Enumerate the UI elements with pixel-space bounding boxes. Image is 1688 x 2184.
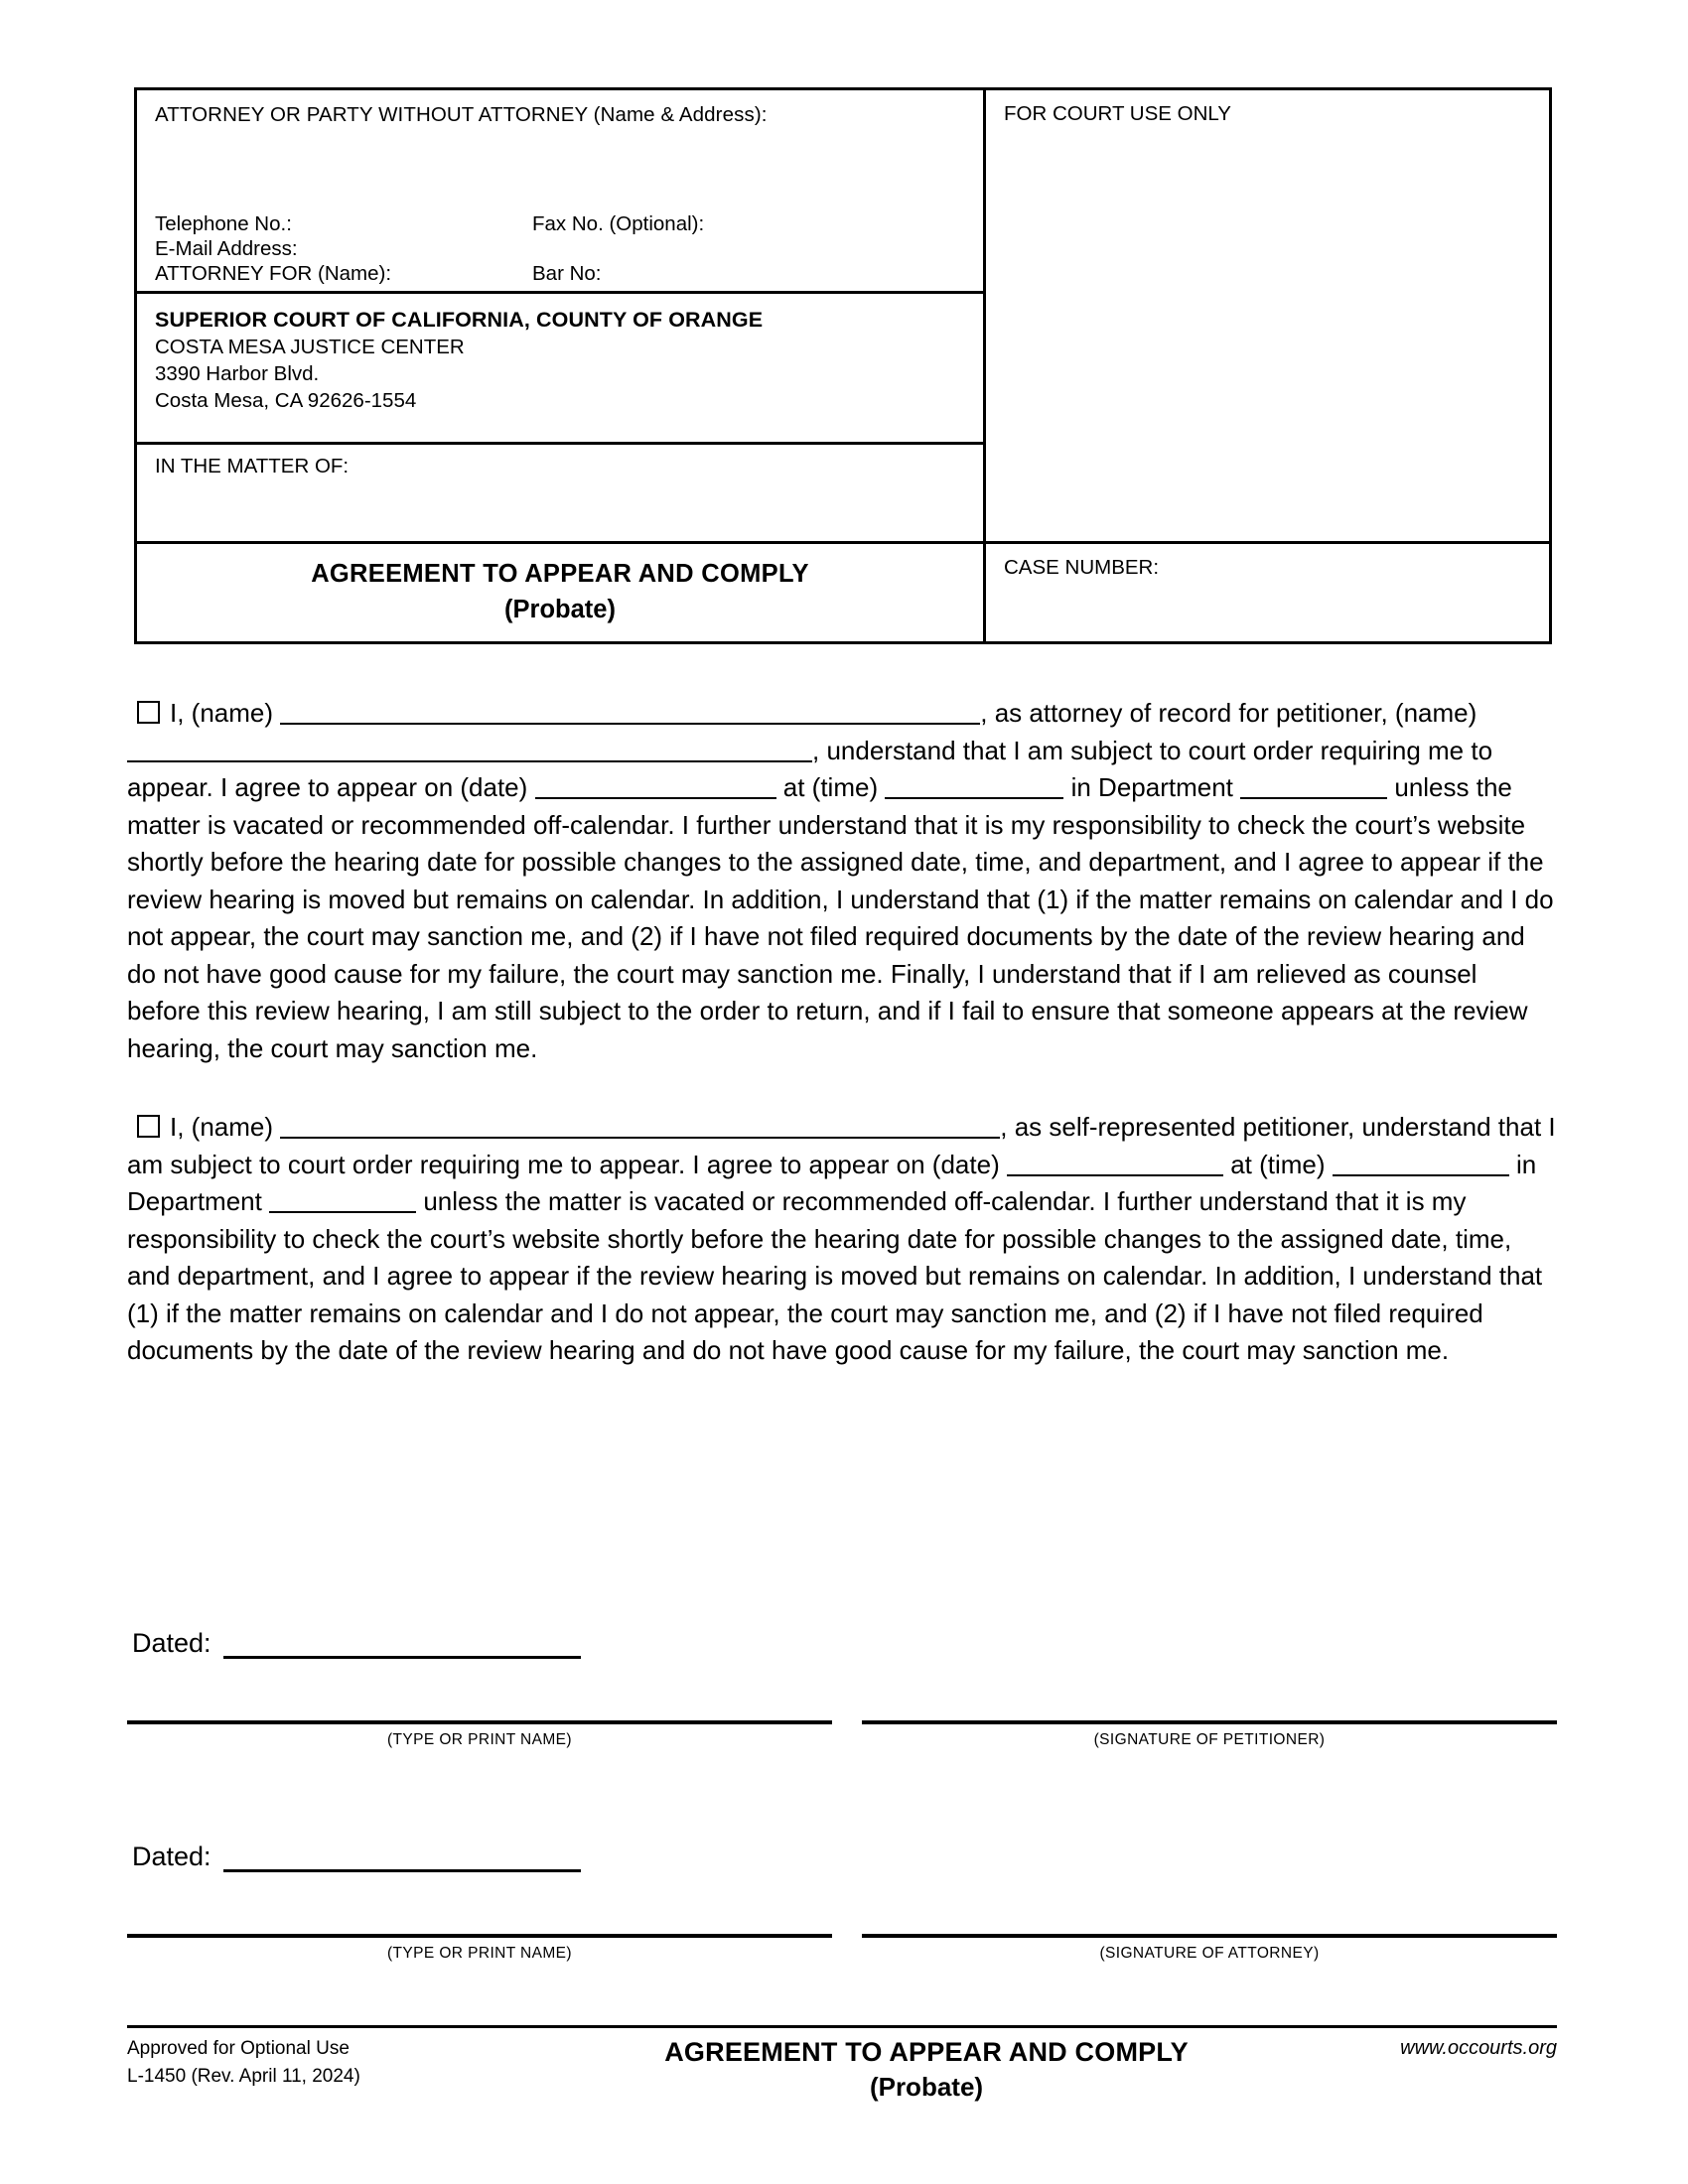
signature-rule-petitioner[interactable] bbox=[862, 1720, 1557, 1724]
signature-caption-petitioner: (SIGNATURE OF PETITIONER) bbox=[1093, 1731, 1326, 1748]
in-the-matter-of-label: IN THE MATTER OF: bbox=[155, 455, 350, 478]
dated-label-attorney: Dated: bbox=[132, 1842, 211, 1871]
self-represented-agreement-checkbox[interactable] bbox=[137, 1115, 160, 1138]
signature-lines-petitioner bbox=[127, 1720, 1557, 1749]
for-court-use-only-cell bbox=[986, 90, 1549, 544]
signature-caption-attorney: (SIGNATURE OF ATTORNEY) bbox=[1099, 1945, 1320, 1962]
appearance-date-field[interactable] bbox=[535, 773, 776, 799]
selfrep-appearance-time-field[interactable] bbox=[1333, 1151, 1509, 1176]
dated-row-petitioner bbox=[127, 1628, 1557, 1659]
attorney-for-label: ATTORNEY FOR (Name): bbox=[155, 262, 392, 285]
attorney-agreement-checkbox[interactable] bbox=[137, 701, 160, 724]
footer-website[interactable]: www.occourts.org bbox=[1400, 2037, 1557, 2059]
court-branch: COSTA MESA JUSTICE CENTER bbox=[155, 336, 465, 359]
court-city-state-zip: Costa Mesa, CA 92626-1554 bbox=[155, 389, 417, 413]
form-subtitle: (Probate) bbox=[504, 595, 616, 623]
signature-column-petitioner bbox=[862, 1720, 1557, 1749]
signature-column-attorney bbox=[862, 1934, 1557, 1963]
bar-no-label: Bar No: bbox=[532, 262, 602, 285]
attorney-para-text-4: at (time) bbox=[782, 772, 879, 802]
form-title: AGREEMENT TO APPEAR AND COMPLY bbox=[311, 560, 809, 588]
print-name-caption-petitioner: (TYPE OR PRINT NAME) bbox=[387, 1731, 572, 1748]
attorney-para-text-3: , understand that I am subject to court order requiring me to appear. I agree to appear on (date) bbox=[127, 735, 1493, 802]
contact-info-rows bbox=[155, 211, 973, 286]
telephone-fax-row bbox=[155, 211, 973, 236]
caption-left-column bbox=[137, 90, 986, 641]
in-the-matter-of-cell bbox=[137, 445, 983, 544]
email-row bbox=[155, 236, 973, 261]
footer-approved-line: Approved for Optional Use bbox=[127, 2038, 350, 2059]
footer-title-group bbox=[554, 2035, 1299, 2105]
appearance-department-field[interactable] bbox=[1240, 773, 1387, 799]
self-represented-name-field[interactable] bbox=[280, 1113, 1000, 1139]
dated-label-petitioner: Dated: bbox=[132, 1628, 211, 1658]
selfrep-para-text-1: I, (name) bbox=[170, 1112, 274, 1142]
print-name-caption-attorney: (TYPE OR PRINT NAME) bbox=[387, 1945, 572, 1962]
selfrep-para-text-3: at (time) bbox=[1230, 1149, 1326, 1179]
attorney-para-text-1: I, (name) bbox=[170, 698, 274, 728]
caption-right-column bbox=[986, 90, 1549, 641]
email-label: E-Mail Address: bbox=[155, 237, 298, 260]
dated-field-petitioner[interactable] bbox=[223, 1630, 581, 1659]
footer-form-info bbox=[127, 2035, 554, 2090]
selfrep-appearance-department-field[interactable] bbox=[269, 1187, 416, 1213]
footer-subtitle: (Probate) bbox=[869, 2071, 984, 2102]
print-name-rule-petitioner[interactable] bbox=[127, 1720, 832, 1724]
court-address-cell bbox=[137, 294, 983, 445]
court-name: SUPERIOR COURT OF CALIFORNIA, COUNTY OF ORANGE bbox=[155, 308, 764, 332]
attorney-info-cell bbox=[137, 90, 983, 294]
selfrep-para-text-2: , as self-represented petitioner, understand that I am subject to court order requiring me to appear. I agree to appear on (date) bbox=[127, 1112, 1556, 1179]
attorney-or-party-label: ATTORNEY OR PARTY WITHOUT ATTORNEY (Name & Address): bbox=[155, 103, 768, 126]
page-footer bbox=[127, 2025, 1557, 2105]
attorney-name-field[interactable] bbox=[280, 699, 980, 725]
signature-lines-attorney bbox=[127, 1934, 1557, 1963]
print-name-column-attorney bbox=[127, 1934, 832, 1963]
selfrep-appearance-date-field[interactable] bbox=[1007, 1151, 1223, 1176]
case-number-cell[interactable] bbox=[986, 544, 1549, 641]
footer-content bbox=[127, 2028, 1557, 2105]
signature-rule-attorney[interactable] bbox=[862, 1934, 1557, 1938]
signature-block-attorney bbox=[127, 1842, 1557, 1963]
court-street: 3390 Harbor Blvd. bbox=[155, 362, 320, 386]
dated-row-attorney bbox=[127, 1842, 1557, 1872]
self-represented-agreement-paragraph bbox=[127, 1109, 1557, 1370]
fax-label: Fax No. (Optional): bbox=[532, 212, 705, 235]
print-name-rule-attorney[interactable] bbox=[127, 1934, 832, 1938]
case-number-label: CASE NUMBER: bbox=[1004, 556, 1160, 579]
selfrep-para-text-4: in Department bbox=[127, 1149, 1537, 1216]
selfrep-para-text-5: unless the matter is vacated or recommended off-calendar. I further understand that it is my responsibility to check the court’s website shortly before the hearing date for possible changes to the assigned date, time, and department, and I agree to appear if the review hearing is moved but remains on calendar. In addition, I understand that (1) if the matter remains on calendar and I do not appear, the court may sanction me, and (2) if I have not filed required documents by the date of the review hearing and do not have good cause for my failure, the court may sanction me. bbox=[127, 1186, 1543, 1365]
dated-field-attorney[interactable] bbox=[223, 1843, 581, 1872]
attorney-agreement-paragraph bbox=[127, 695, 1557, 1067]
footer-title: AGREEMENT TO APPEAR AND COMPLY bbox=[664, 2037, 1189, 2067]
signature-block-petitioner bbox=[127, 1628, 1557, 1749]
body-area bbox=[127, 695, 1557, 1370]
caption-box bbox=[134, 87, 1552, 644]
attorney-for-bar-row bbox=[155, 261, 973, 286]
appearance-time-field[interactable] bbox=[885, 773, 1063, 799]
petitioner-name-field[interactable] bbox=[127, 737, 812, 762]
print-name-column-petitioner bbox=[127, 1720, 832, 1749]
attorney-para-text-5: in Department bbox=[1070, 772, 1233, 802]
footer-form-number: L-1450 (Rev. April 11, 2024) bbox=[127, 2065, 360, 2087]
for-court-use-only-label: FOR COURT USE ONLY bbox=[1004, 102, 1231, 125]
attorney-para-text-6: unless the matter is vacated or recommended off-calendar. I further understand that it is my responsibility to check the court’s website shortly before the hearing date for possible changes to the assigned date, time, and department, and I agree to appear if the review hearing is moved but remains on calendar. In addition, I understand that (1) if the matter remains on calendar and I do not appear, the court may sanction me, and (2) if I have not filed required documents by the date of the review hearing and do not have good cause for my failure, the court may sanction me. Finally, I understand that if I am relieved as counsel before this review hearing, I am still subject to the order to return, and if I fail to ensure that someone appears at the review hearing, the court may sanction me. bbox=[127, 772, 1554, 1063]
form-title-cell bbox=[137, 544, 983, 641]
telephone-label: Telephone No.: bbox=[155, 212, 292, 235]
attorney-para-text-2: , as attorney of record for petitioner, (name) bbox=[980, 698, 1477, 728]
